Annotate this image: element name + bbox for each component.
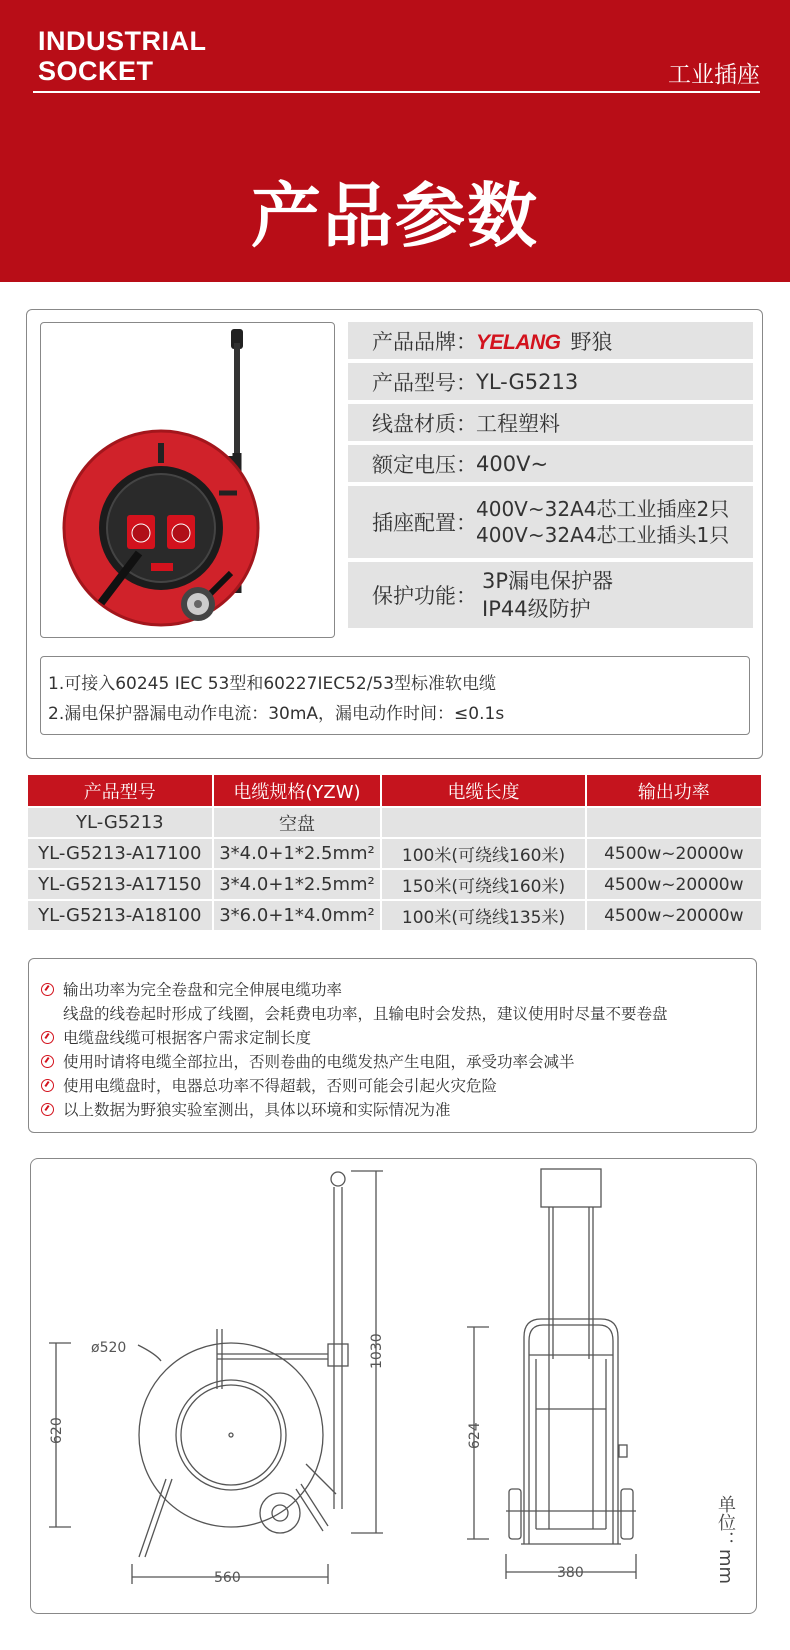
page-title: 产品参数	[251, 175, 539, 257]
warning-item	[41, 1001, 756, 1025]
table-row	[28, 839, 761, 868]
dimension-drawing	[31, 1159, 757, 1614]
spec-row-socket	[348, 486, 753, 558]
dimension-diagram	[30, 1158, 757, 1614]
cell-model: YL-G5213	[28, 808, 212, 837]
spec-row-protection	[348, 562, 753, 628]
brand-logo: YELANG	[476, 330, 561, 354]
cell-output-power	[587, 808, 761, 837]
warning-text: 使用时请将电缆全部拉出，否则卷曲的电缆发热产生电阻，承受功率会减半	[63, 1053, 575, 1071]
header-banner	[0, 0, 790, 282]
cell-cable-spec: 3*6.0+1*4.0mm²	[214, 901, 381, 930]
note-item: 1.可接入60245 IEC 53型和60227IEC52/53型标准软电缆	[48, 674, 497, 694]
compatibility-notes	[40, 656, 750, 735]
warning-item	[41, 1025, 756, 1049]
warning-item	[41, 977, 756, 1001]
warning-circle-icon	[41, 1031, 54, 1044]
spec-value	[476, 326, 753, 356]
spec-row-material	[348, 404, 753, 441]
brand-english-name	[38, 26, 207, 86]
cell-model: YL-G5213-A17150	[28, 870, 212, 899]
socket-config-line-2: 400V~32A4芯工业插头1只	[476, 523, 730, 547]
spec-row-voltage	[348, 445, 753, 482]
col-header-cable-spec: 电缆规格(YZW)	[214, 775, 381, 806]
header-divider	[33, 91, 760, 93]
spec-value	[476, 567, 753, 623]
cell-output-power: 4500w~20000w	[587, 870, 761, 899]
col-header-output-power: 输出功率	[587, 775, 761, 806]
spec-key: 保护功能：	[372, 584, 477, 608]
table-row	[28, 870, 761, 899]
spec-row-brand	[348, 322, 753, 359]
spec-key: 插座配置：	[372, 511, 477, 535]
cell-model: YL-G5213-A17100	[28, 839, 212, 868]
brand-line-2: SOCKET	[38, 56, 154, 86]
table-row	[28, 901, 761, 930]
dim-total-height: 1030	[369, 1333, 385, 1369]
warning-circle-icon	[41, 983, 54, 996]
warning-circle-icon	[41, 1055, 54, 1068]
warning-text: 电缆盘线缆可根据客户需求定制长度	[63, 1029, 312, 1047]
brand-line-1: INDUSTRIAL	[38, 26, 207, 56]
warning-text: 使用电缆盘时，电器总功率不得超载，否则可能会引起火灾危险	[63, 1077, 498, 1095]
spec-key: 产品品牌：	[372, 329, 477, 354]
warning-text: 以上数据为野狼实验室测出，具体以环境和实际情况为准	[63, 1101, 451, 1119]
spec-key: 产品型号：	[372, 370, 477, 395]
spec-value	[476, 496, 753, 548]
spec-row-model	[348, 363, 753, 400]
brand-name: 野狼	[570, 329, 613, 354]
protection-line-2: IP44级防护	[482, 597, 591, 621]
spec-value: 工程塑料	[476, 411, 560, 436]
cell-cable-length: 150米(可绕线160米)	[382, 870, 584, 899]
cell-cable-spec: 空盘	[214, 808, 381, 837]
spec-key: 线盘材质：	[372, 411, 477, 436]
cell-cable-length	[382, 808, 584, 837]
usage-warnings	[28, 958, 757, 1133]
col-header-cable-length: 电缆长度	[382, 775, 584, 806]
cell-cable-spec: 3*4.0+1*2.5mm²	[214, 870, 381, 899]
warning-item	[41, 1049, 756, 1073]
dim-side-height: 620	[49, 1417, 65, 1444]
protection-line-1: 3P漏电保护器	[482, 569, 614, 593]
dim-side-width: 560	[214, 1570, 241, 1586]
table-header-row	[28, 775, 761, 806]
socket-config-line-1: 400V~32A4芯工业插座2只	[476, 497, 730, 521]
cable-reel-illustration	[41, 323, 335, 638]
warning-text: 线盘的线卷起时形成了线圈，会耗费电功率，且输电时会发热，建议使用时尽量不要卷盘	[63, 1005, 668, 1023]
dim-front-height: 624	[467, 1422, 483, 1449]
cell-cable-length: 100米(可绕线160米)	[382, 839, 584, 868]
cell-cable-spec: 3*4.0+1*2.5mm²	[214, 839, 381, 868]
dim-drum-diameter: ø520	[91, 1340, 127, 1356]
product-photo	[40, 322, 335, 638]
warning-circle-icon	[41, 1103, 54, 1116]
table-row	[28, 808, 761, 837]
cell-output-power: 4500w~20000w	[587, 901, 761, 930]
spec-value: 400V~	[476, 451, 549, 476]
warning-circle-icon	[41, 1079, 54, 1092]
cell-cable-length: 100米(可绕线135米)	[382, 901, 584, 930]
spec-key: 额定电压：	[372, 452, 477, 477]
spec-list	[348, 322, 753, 632]
spec-value: YL-G5213	[476, 369, 579, 394]
col-header-model: 产品型号	[28, 775, 212, 806]
model-table	[26, 773, 763, 932]
warning-item	[41, 1097, 756, 1121]
cell-model: YL-G5213-A18100	[28, 901, 212, 930]
note-item: 2.漏电保护器漏电动作电流：30mA，漏电动作时间：≤0.1s	[48, 704, 505, 724]
warning-item	[41, 1073, 756, 1097]
category-label: 工业插座	[668, 62, 760, 88]
unit-label: 单位：mm	[715, 1495, 736, 1585]
dim-front-width: 380	[557, 1565, 584, 1581]
cell-output-power: 4500w~20000w	[587, 839, 761, 868]
warning-text: 输出功率为完全卷盘和完全伸展电缆功率	[63, 981, 343, 999]
